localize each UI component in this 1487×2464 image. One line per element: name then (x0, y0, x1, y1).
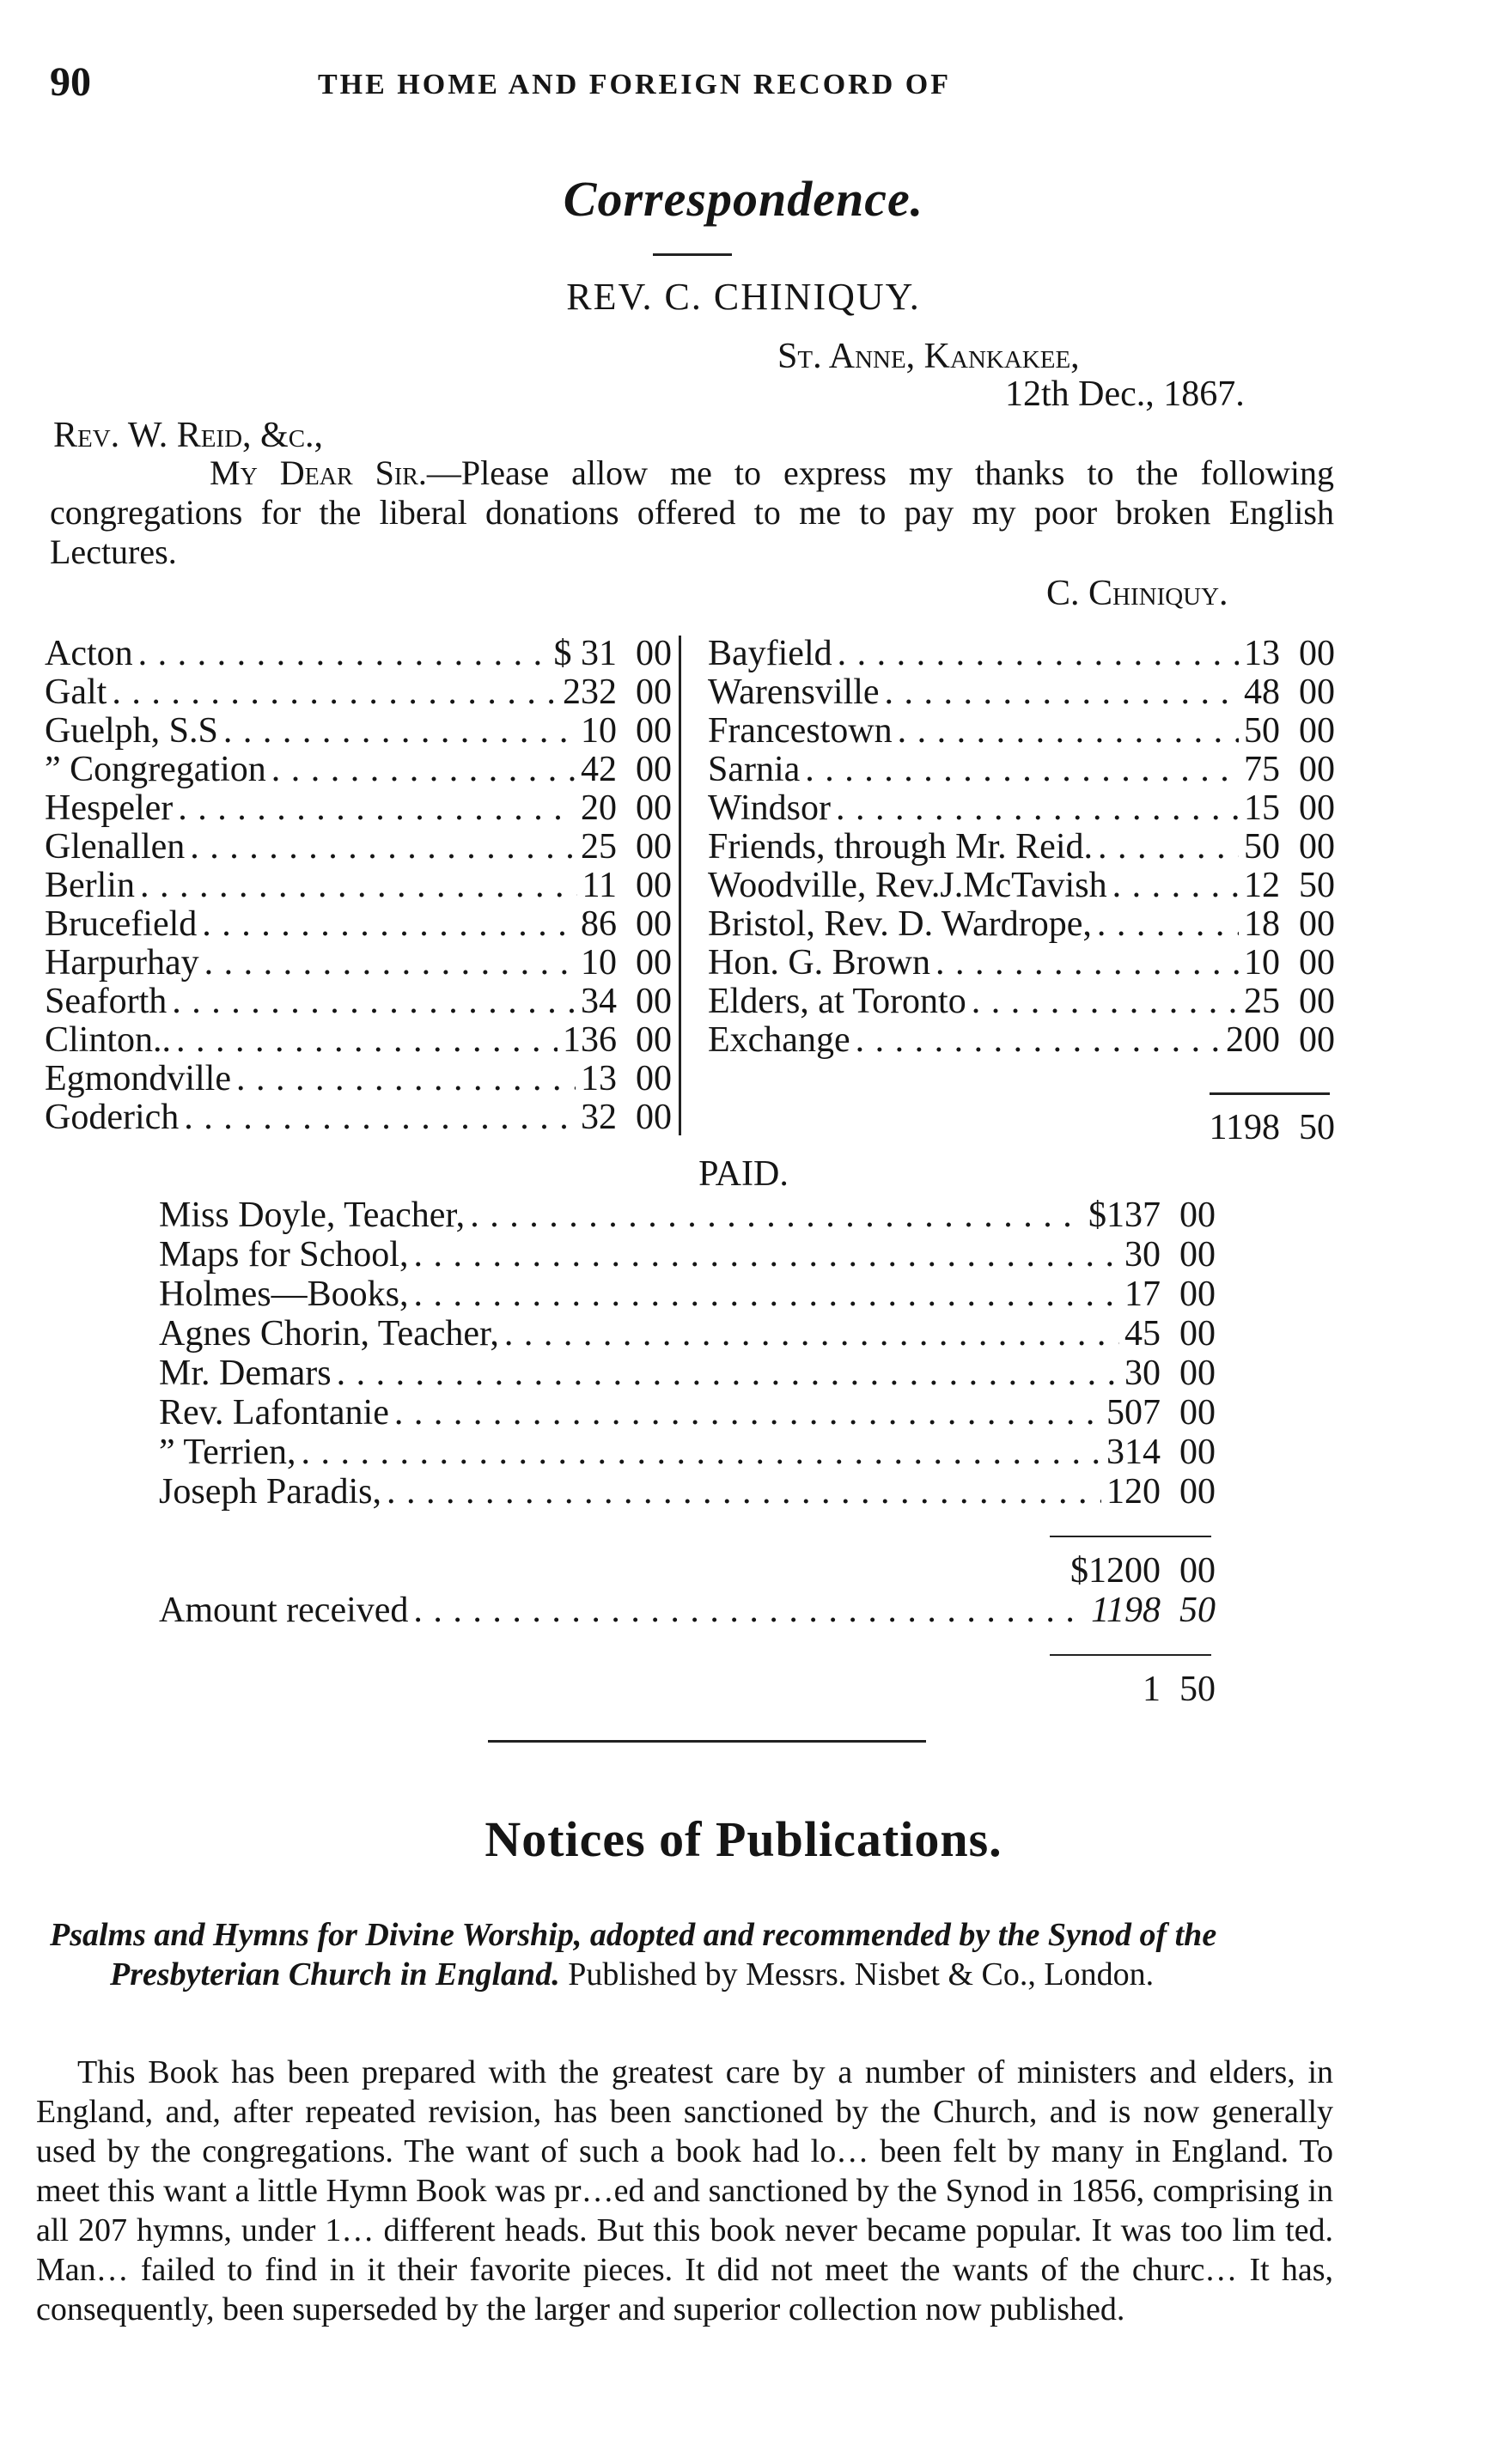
leader-dots (184, 1098, 576, 1137)
donation-left-row (45, 672, 672, 711)
paid-item-amount: 314 (1106, 1433, 1161, 1472)
donation-right-cents: 00 (1299, 943, 1335, 983)
donation-left-cents: 00 (636, 1059, 672, 1098)
donation-right-name: Exchange (708, 1020, 850, 1060)
donation-right-cents: 50 (1299, 866, 1335, 905)
donation-right-amount: 48 (1244, 672, 1280, 712)
paid-item-row (159, 1314, 1216, 1354)
paid-item-cents: 00 (1179, 1433, 1216, 1472)
donation-left-row (45, 1098, 672, 1136)
leader-dots (504, 1314, 1119, 1354)
donation-left-name: Galt (45, 672, 107, 712)
publication-body: This Book has been prepared with the greatest care by a number of ministers and elders, in England, and, after repeated revision, has been sanctioned by the Church, and is now generally used by the congregations. The want of such a book had lo… been felt by many in England. To meet this want a little Hymn Book was pr…ed and sanctioned by the Synod in 1856, comprising in all 207 hymns, under 1… different heads. But this book never became popular. It was too lim ted. Man… failed to find in it their favorite pieces. It did not meet the wants of the churc… It has, consequently, been superseded by the larger and superior collection now published. (36, 2054, 1333, 2327)
leader-dots (1098, 827, 1239, 867)
donation-left-cents: 00 (636, 750, 672, 789)
donation-left-amount: 32 (581, 1098, 617, 1137)
paid-item-cents: 00 (1179, 1314, 1216, 1354)
paid-item-name: Holmes—Books, (159, 1275, 409, 1314)
letter-body (50, 453, 1334, 572)
donation-right-amount: 50 (1244, 711, 1280, 751)
letter-date: 12th Dec., 1867. (1005, 374, 1245, 414)
donation-left-name: Guelph, S.S (45, 711, 218, 751)
donation-right-cents: 00 (1299, 788, 1335, 828)
donation-left-cents: 00 (636, 982, 672, 1021)
donation-left-cents: 00 (636, 827, 672, 867)
donation-left-row (45, 866, 672, 904)
donations-total-rule (1210, 1092, 1330, 1095)
paid-balance-amount: 1 (1143, 1670, 1161, 1709)
donation-right-row (708, 711, 1335, 750)
donation-left-cents: 00 (636, 904, 672, 944)
signature: C. Chiniquy. (1046, 574, 1228, 613)
donation-right-cents: 00 (1299, 750, 1335, 789)
donation-left-amount: 10 (581, 711, 617, 751)
donation-right-row (708, 982, 1335, 1020)
leader-dots (176, 1020, 558, 1060)
donation-right-name: Elders, at Toronto (708, 982, 966, 1021)
amount-received-label: Amount received (159, 1591, 409, 1630)
donation-right-name: Windsor (708, 788, 831, 828)
donation-right-row (708, 827, 1335, 866)
donation-right-amount: 200 (1226, 1020, 1280, 1060)
leader-dots (836, 788, 1239, 828)
donation-right-amount: 12 (1244, 866, 1280, 905)
paid-balance (945, 1670, 1216, 1709)
donation-left-amount: 232 (563, 672, 617, 712)
paid-item-name: Maps for School, (159, 1235, 409, 1275)
short-rule-1 (653, 253, 732, 256)
donation-left-row (45, 827, 672, 866)
donation-right-cents: 00 (1299, 634, 1335, 673)
donations-total (1117, 1108, 1335, 1147)
leader-dots (140, 866, 577, 905)
paid-item-name: Agnes Chorin, Teacher, (159, 1314, 499, 1354)
paid-item-amount: 30 (1124, 1354, 1161, 1393)
leader-dots (856, 1020, 1221, 1060)
leader-dots (223, 711, 576, 751)
donation-right-cents: 00 (1299, 827, 1335, 867)
leader-dots (236, 1059, 576, 1098)
donation-left-cents: 00 (636, 1020, 672, 1060)
donation-right-row (708, 866, 1335, 904)
leader-dots (394, 1393, 1101, 1433)
leader-dots (972, 982, 1239, 1021)
donation-left-amount: 13 (581, 1059, 617, 1098)
leader-dots (898, 711, 1239, 751)
paid-item-cents: 00 (1179, 1354, 1216, 1393)
donation-left-amount: 136 (563, 1020, 617, 1060)
donation-left-name: Acton (45, 634, 133, 673)
paid-item-name: Miss Doyle, Teacher, (159, 1195, 466, 1235)
paid-subtotal-cents: 00 (1179, 1551, 1216, 1591)
salutation-opening: My Dear Sir. (210, 453, 427, 492)
donation-right-cents: 00 (1299, 1020, 1335, 1060)
donation-left-name: Berlin (45, 866, 135, 905)
letter-title: REV. C. CHINIQUY. (566, 276, 921, 318)
paid-balance-rule (1050, 1654, 1211, 1656)
donation-left-name: ” Congregation (45, 750, 266, 789)
leader-dots (202, 904, 576, 944)
donations-total-amount: 1198 (1209, 1108, 1280, 1147)
paid-item-row (159, 1393, 1216, 1433)
paid-item-amount: 17 (1124, 1275, 1161, 1314)
leader-dots (138, 634, 549, 673)
donation-left-name: Hespeler (45, 788, 174, 828)
leader-dots (302, 1433, 1101, 1472)
donation-right-amount: 15 (1244, 788, 1280, 828)
donation-left-amount: 34 (581, 982, 617, 1021)
donation-right-row (708, 1020, 1335, 1059)
amount-received-value: 1198 (1091, 1591, 1161, 1630)
paid-item-amount: $137 (1088, 1195, 1161, 1235)
letter-body-text: —Please allow me to express my thanks to the following congregations for the liberal donations offered to me to pay my poor broken English Lectures. (50, 453, 1334, 571)
donation-right-cents: 00 (1299, 711, 1335, 751)
donation-left-name: Seaforth (45, 982, 168, 1021)
salutation-recipient: Rev. W. Reid, &c., (53, 416, 324, 455)
paid-item-amount: 120 (1106, 1472, 1161, 1512)
donation-left-amount: 25 (581, 827, 617, 867)
amount-received-row (159, 1591, 1216, 1630)
leader-dots (112, 672, 558, 712)
donation-left-row (45, 634, 672, 672)
paid-item-cents: 00 (1179, 1235, 1216, 1275)
donation-right-name: Warensville (708, 672, 880, 712)
donation-left-cents: 00 (636, 1098, 672, 1137)
donation-right-row (708, 750, 1335, 788)
paid-balance-cents: 50 (1179, 1670, 1216, 1709)
paid-item-name: Joseph Paradis, (159, 1472, 381, 1512)
donation-left-row (45, 943, 672, 982)
leader-dots (413, 1235, 1119, 1275)
leader-dots (172, 982, 576, 1021)
letter-place: St. Anne, Kankakee, (777, 337, 1080, 376)
leader-dots (178, 788, 576, 828)
leader-dots (204, 943, 576, 983)
donation-left-cents: 00 (636, 711, 672, 751)
leader-dots (414, 1275, 1119, 1314)
donation-left-row (45, 1020, 672, 1059)
paid-item-amount: 507 (1106, 1393, 1161, 1433)
paid-subtotal-amount: $1200 (1070, 1551, 1161, 1591)
donation-left-cents: 00 (636, 943, 672, 983)
donation-right-amount: 18 (1244, 904, 1280, 944)
donations-total-cents: 50 (1299, 1108, 1335, 1147)
donation-right-name: Bristol, Rev. D. Wardrope, (708, 904, 1092, 944)
donation-right-name: Bayfield (708, 634, 832, 673)
paid-item-amount: 30 (1124, 1235, 1161, 1275)
donation-left-name: Brucefield (45, 904, 198, 944)
donation-right-name: Hon. G. Brown (708, 943, 930, 983)
leader-dots (1097, 904, 1239, 944)
paid-subtotal-rule (1050, 1536, 1211, 1537)
leader-dots (885, 672, 1239, 712)
donation-left-row (45, 982, 672, 1020)
column-divider (679, 636, 681, 1135)
publication-publisher: Published by Messrs. Nisbet & Co., London. (568, 1956, 1155, 1992)
donation-left-row (45, 788, 672, 827)
paid-item-cents: 00 (1179, 1472, 1216, 1512)
amount-received-cents: 50 (1179, 1591, 1216, 1630)
donation-left-name: Clinton.. (45, 1020, 172, 1060)
paid-item-cents: 00 (1179, 1195, 1216, 1235)
leader-dots (1112, 866, 1239, 905)
paid-item-name: Rev. Lafontanie (159, 1393, 389, 1433)
donation-left-name: Harpurhay (45, 943, 199, 983)
paid-item-name: Mr. Demars (159, 1354, 332, 1393)
leader-dots (470, 1195, 1083, 1235)
donation-right-row (708, 634, 1335, 672)
donation-left-name: Egmondville (45, 1059, 231, 1098)
donation-left-amount: 11 (582, 866, 617, 905)
donation-right-cents: 00 (1299, 982, 1335, 1021)
leader-dots (387, 1472, 1101, 1512)
donation-right-name: Sarnia (708, 750, 801, 789)
paid-item-cents: 00 (1179, 1393, 1216, 1433)
donation-left-row (45, 750, 672, 788)
section-title-correspondence: Correspondence. (563, 171, 924, 227)
leader-dots (190, 827, 576, 867)
leader-dots (838, 634, 1239, 673)
section-separator-rule (488, 1740, 926, 1743)
donation-right-amount: 13 (1244, 634, 1280, 673)
donation-left-name: Glenallen (45, 827, 186, 867)
paid-item-name: ” Terrien, (159, 1433, 296, 1472)
donation-right-row (708, 788, 1335, 827)
donation-right-row (708, 904, 1335, 943)
donation-left-cents: 00 (636, 866, 672, 905)
paid-heading: PAID. (698, 1154, 789, 1194)
donation-right-name: Francestown (708, 711, 893, 751)
donation-right-row (708, 943, 1335, 982)
paid-item-row (159, 1354, 1216, 1393)
donation-right-amount: 75 (1244, 750, 1280, 789)
leader-dots (935, 943, 1239, 983)
leader-dots (337, 1354, 1119, 1393)
page-number: 90 (50, 59, 91, 105)
section-title-notices: Notices of Publications. (484, 1811, 1003, 1867)
donation-left-amount: 10 (581, 943, 617, 983)
donation-right-amount: 50 (1244, 827, 1280, 867)
leader-dots (271, 750, 576, 789)
donation-right-amount: 10 (1244, 943, 1280, 983)
donation-left-amount: 42 (581, 750, 617, 789)
donation-right-row (708, 672, 1335, 711)
donation-left-row (45, 711, 672, 750)
donation-right-name: Friends, through Mr. Reid. (708, 827, 1093, 867)
donation-left-amount: 20 (581, 788, 617, 828)
paid-item-row (159, 1472, 1216, 1512)
donation-right-name: Woodville, Rev.J.McTavish (708, 866, 1107, 905)
publication-title: Psalms and Hymns for Divine Worship, adopted and recommended by the Synod of the Presbyterian Church in England. (50, 1917, 1217, 1992)
publication-entry (50, 1915, 1394, 1994)
donation-left-cents: 00 (636, 788, 672, 828)
paid-item-row (159, 1195, 1216, 1235)
donation-left-row (45, 904, 672, 943)
donation-left-amount: $ 31 (553, 634, 617, 673)
donation-left-row (45, 1059, 672, 1098)
donation-right-amount: 25 (1244, 982, 1280, 1021)
paid-item-row (159, 1235, 1216, 1275)
donation-left-cents: 00 (636, 634, 672, 673)
leader-dots (805, 750, 1239, 789)
donation-left-amount: 86 (581, 904, 617, 944)
paid-subtotal (945, 1551, 1216, 1591)
donation-left-name: Goderich (45, 1098, 180, 1137)
paid-item-row (159, 1433, 1216, 1472)
paid-item-amount: 45 (1124, 1314, 1161, 1354)
donation-right-cents: 00 (1299, 672, 1335, 712)
paid-item-row (159, 1275, 1216, 1314)
running-title: THE HOME AND FOREIGN RECORD OF (318, 69, 951, 100)
paid-item-cents: 00 (1179, 1275, 1216, 1314)
donation-left-cents: 00 (636, 672, 672, 712)
leader-dots (413, 1591, 1086, 1630)
donation-right-cents: 00 (1299, 904, 1335, 944)
